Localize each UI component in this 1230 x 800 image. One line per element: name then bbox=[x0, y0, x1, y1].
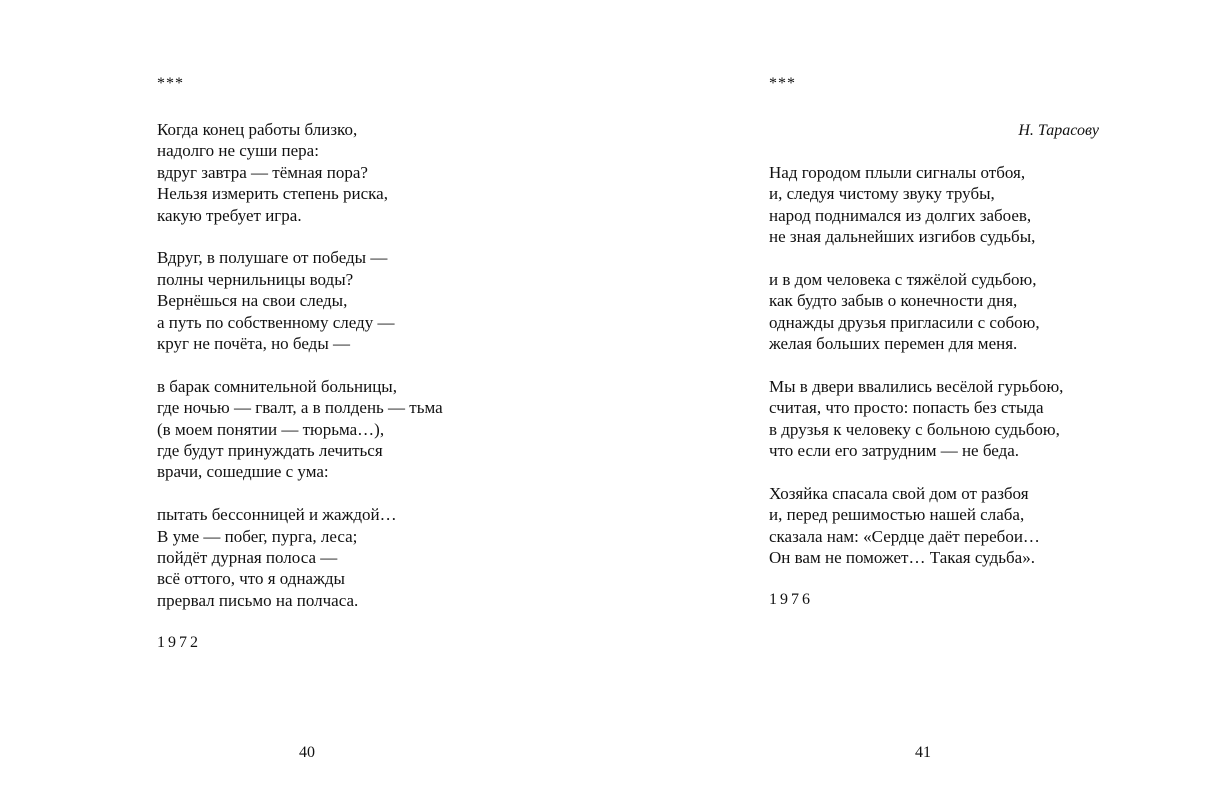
poem bbox=[769, 162, 1063, 610]
stanza bbox=[157, 247, 443, 354]
poem-line: Над городом плыли сигналы отбоя, bbox=[769, 163, 1026, 182]
poem-line: Мы в двери ввалились весёлой гурьбою, bbox=[769, 377, 1064, 397]
section-divider-stars: *** bbox=[157, 75, 184, 92]
poem-line: прервал письмо на полчаса. bbox=[157, 590, 359, 610]
poem-line: вдруг завтра — тёмная пора? bbox=[157, 162, 368, 182]
poem-year: 1976 bbox=[769, 591, 813, 609]
poem-line: (в моем понятии — тюрьма…), bbox=[157, 419, 385, 439]
poem-line: где будут принуждать лечиться bbox=[157, 441, 383, 461]
poem bbox=[157, 119, 443, 653]
poem-line: В уме — побег, пурга, леса; bbox=[157, 526, 358, 546]
stanza bbox=[157, 376, 443, 483]
page-number: 41 bbox=[915, 744, 931, 761]
poem-line: что если его затрудним — не беда. bbox=[769, 441, 1020, 461]
poem-line: надолго не суши пера: bbox=[157, 141, 319, 161]
left-page bbox=[157, 0, 577, 800]
poem-line: как будто забыв о конечности дня, bbox=[769, 291, 1018, 311]
stanza bbox=[769, 269, 1063, 355]
stanza bbox=[157, 504, 443, 611]
poem-line: в барак сомнительной больницы, bbox=[157, 376, 397, 396]
section-divider-stars: *** bbox=[769, 75, 796, 92]
poem-line: Нельзя измерить степень риска, bbox=[157, 184, 388, 204]
poem-line: Вернёшься на свои следы, bbox=[157, 291, 348, 311]
poem-line: народ поднимался из долгих забоев, bbox=[769, 205, 1032, 225]
poem-line: а путь по собственному следу — bbox=[157, 312, 395, 332]
stanza bbox=[769, 162, 1063, 248]
page-number: 40 bbox=[299, 744, 315, 761]
poem-line: и в дом человека с тяжёлой судьбою, bbox=[769, 270, 1037, 290]
stanza bbox=[157, 119, 443, 226]
poem-line: где ночью — гвалт, а в полдень — тьма bbox=[157, 398, 443, 418]
right-page bbox=[769, 0, 1099, 800]
poem-line: какую требует игра. bbox=[157, 205, 302, 225]
poem-line: Вдруг, в полушаге от победы — bbox=[157, 248, 388, 268]
poem-line: полны чернильницы воды? bbox=[157, 269, 354, 289]
poem-line: пытать бессонницей и жаждой… bbox=[157, 505, 397, 525]
poem-line: в друзья к человеку с больною судьбою, bbox=[769, 419, 1060, 439]
poem-line: считая, что просто: попасть без стыда bbox=[769, 398, 1044, 418]
poem-line: круг не почёта, но беды — bbox=[157, 334, 351, 354]
dedication: Н. Тарасову bbox=[1018, 122, 1099, 139]
poem-line: сказала нам: «Сердце даёт перебои… bbox=[769, 526, 1040, 546]
poem-line: пойдёт дурная полоса — bbox=[157, 548, 338, 568]
stanza bbox=[769, 376, 1063, 462]
poem-line: не зная дальнейших изгибов судьбы, bbox=[769, 227, 1036, 247]
poem-line: Когда конец работы близко, bbox=[157, 120, 358, 139]
poem-line: и, перед решимостью нашей слаба, bbox=[769, 505, 1025, 525]
poem-year: 1972 bbox=[157, 633, 201, 651]
poem-line: Хозяйка спасала свой дом от разбоя bbox=[769, 484, 1029, 504]
poem-line: желая больших перемен для меня. bbox=[769, 334, 1018, 354]
poem-line: однажды друзья пригласили с собою, bbox=[769, 312, 1040, 332]
poem-line: всё оттого, что я однажды bbox=[157, 569, 345, 589]
stanza bbox=[769, 483, 1063, 569]
poem-line: Он вам не поможет… Такая судьба». bbox=[769, 548, 1035, 568]
poem-line: и, следуя чистому звуку трубы, bbox=[769, 184, 995, 204]
poem-line: врачи, сошедшие с ума: bbox=[157, 462, 329, 482]
